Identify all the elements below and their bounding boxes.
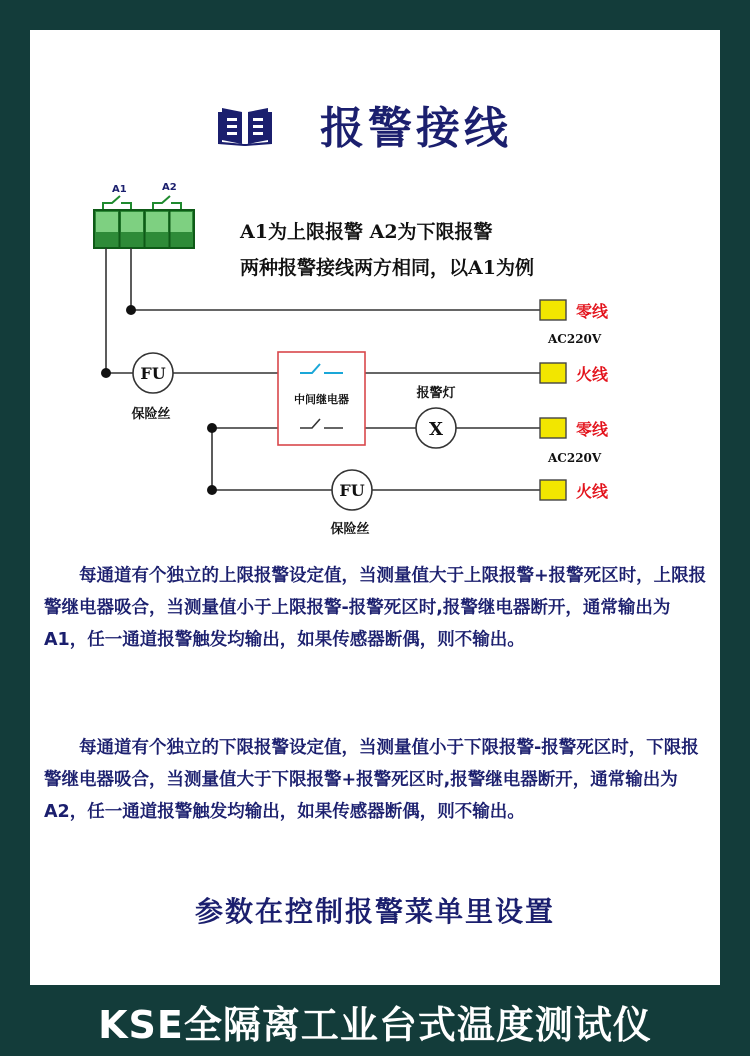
page-title: 报警接线: [320, 103, 512, 154]
power-terminal-neutral-2: [540, 418, 609, 439]
power-terminal-live-1: [540, 363, 609, 384]
live-label-1: 火线: [576, 365, 609, 384]
alarm-lamp: [416, 385, 456, 448]
fuse-1-label: 保险丝: [131, 407, 171, 422]
terminal-a2-label: A2: [162, 182, 177, 193]
junction-dot: [207, 423, 217, 433]
voltage-label-1: AC220V: [548, 332, 602, 346]
lower-alarm-paragraph: 每通道有个独立的下限报警设定值，当测量值小于下限报警-报警死区时，下限报警继电器吸合，当测量值大于下限报警+报警死区时,报警继电器断开，通常输出为A2，任一通道报警触发均输出，如果传感器断偶，则不输出。: [44, 738, 699, 822]
power-terminal-live-2: [540, 480, 609, 501]
relay-label: 中间继电器: [294, 393, 349, 406]
fuse-1-symbol: FU: [140, 364, 166, 383]
upper-alarm-paragraph: 每通道有个独立的上限报警设定值，当测量值大于上限报警+报警死区时，上限报警继电器吸合，当测量值小于上限报警-报警死区时,报警继电器断开，通常输出为A1，任一通道报警触发均输出，如果传感器断偶，则不输出。: [44, 566, 707, 650]
neutral-label-1: 零线: [576, 302, 609, 321]
fuse-2: [330, 470, 372, 537]
neutral-label-2: 零线: [576, 420, 609, 439]
junction-dot: [101, 368, 111, 378]
fuse-2-symbol: FU: [339, 481, 365, 500]
junction-dot: [207, 485, 217, 495]
fuse-1: [131, 353, 173, 422]
junction-dot: [126, 305, 136, 315]
diagram-description-line2: 两种报警接线两方相同，以A1为例: [240, 257, 534, 279]
terminal-a1-label: A1: [112, 184, 127, 195]
voltage-label-2: AC220V: [548, 451, 602, 465]
alarm-lamp-symbol: X: [429, 419, 443, 440]
footer-product-title: KSE全隔离工业台式温度测试仪: [98, 1003, 652, 1047]
alarm-lamp-label: 报警灯: [416, 386, 456, 401]
fuse-2-label: 保险丝: [330, 522, 370, 537]
intermediate-relay: [278, 352, 365, 445]
settings-note: 参数在控制报警菜单里设置: [194, 895, 555, 928]
alarm-terminal-block: [94, 182, 194, 248]
power-terminal-neutral-1: [540, 300, 609, 321]
live-label-2: 火线: [576, 482, 609, 501]
diagram-description-line1: A1为上限报警 A2为下限报警: [240, 221, 493, 243]
